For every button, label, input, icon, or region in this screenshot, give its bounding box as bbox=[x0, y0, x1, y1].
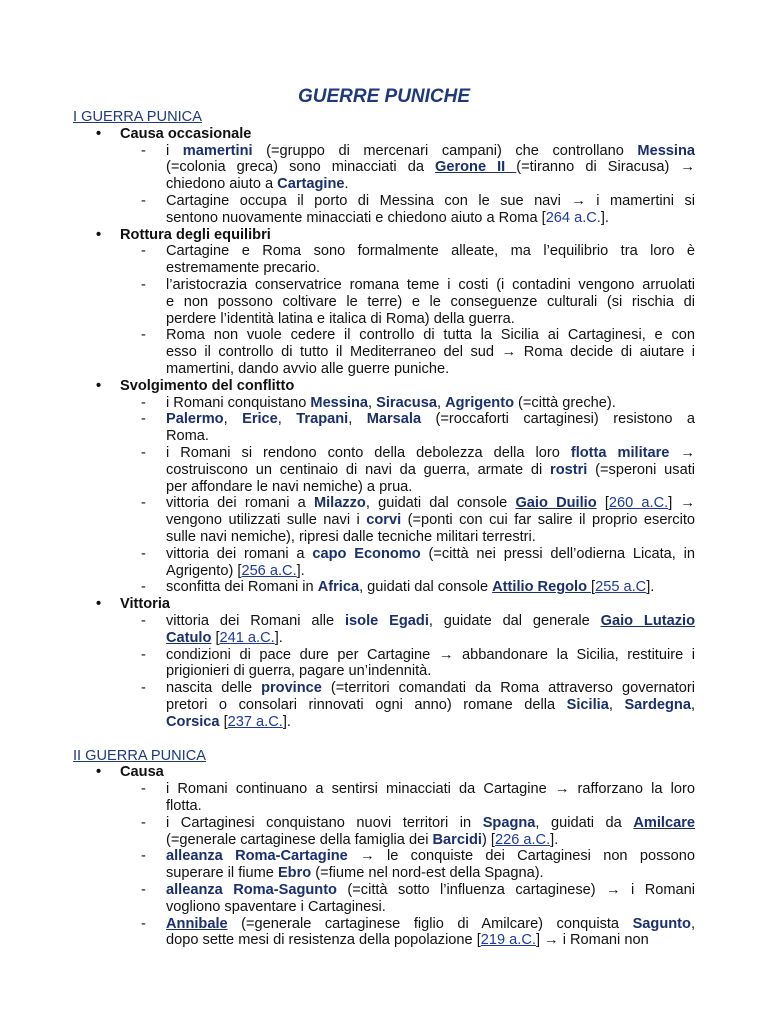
text-run: [ bbox=[219, 713, 228, 730]
text-line bbox=[166, 848, 695, 865]
category-heading bbox=[96, 378, 294, 395]
keyword: Barcidi bbox=[432, 831, 482, 848]
link-text[interactable]: Amilcare bbox=[633, 814, 695, 831]
list-item-text bbox=[166, 647, 695, 681]
text-line bbox=[166, 680, 695, 697]
list-item-text bbox=[166, 193, 695, 227]
text-line bbox=[166, 563, 695, 580]
bullet-icon: • bbox=[96, 377, 102, 394]
text-run: (=fiume nel nord-est della Spagna). bbox=[311, 865, 544, 882]
text-run: vogliono spaventare i Cartaginesi. bbox=[166, 898, 386, 915]
text-run: , bbox=[436, 394, 446, 411]
bullet-icon: • bbox=[96, 596, 102, 613]
keyword: Sagunto bbox=[632, 915, 691, 932]
text-run: → le conquiste dei Cartaginesi non possono bbox=[347, 848, 696, 865]
list-item-text bbox=[166, 613, 695, 647]
keyword: province bbox=[261, 680, 322, 697]
list-item-text bbox=[166, 411, 695, 445]
text-line bbox=[166, 865, 695, 882]
dash-marker: - bbox=[141, 814, 146, 831]
text-run: vittoria dei romani a bbox=[166, 495, 314, 512]
text-run: , bbox=[223, 411, 243, 428]
text-run: prigionieri di guerra, pagare un’indennità. bbox=[166, 663, 432, 680]
text-line bbox=[166, 462, 695, 479]
text-run: i bbox=[166, 142, 183, 159]
text-run: i Romani conquistano bbox=[166, 394, 311, 411]
text-run: costruiscono un centinaio di navi da guerra, armate di bbox=[166, 461, 551, 478]
keyword: Ebro bbox=[277, 865, 312, 882]
keyword: Marsala bbox=[366, 411, 422, 428]
keyword: Corsica bbox=[166, 713, 220, 730]
text-line bbox=[166, 311, 695, 328]
text-run: chiedono aiuto a bbox=[166, 176, 278, 193]
text-run: , guidati dal console bbox=[359, 579, 493, 596]
list-item-text bbox=[166, 395, 695, 412]
dash-marker: - bbox=[141, 613, 146, 629]
text-run: (=città nei pressi dell’odierna Licata, in bbox=[420, 545, 695, 562]
text-line bbox=[166, 815, 695, 832]
text-line bbox=[166, 781, 695, 798]
link-text[interactable]: Gerone II bbox=[434, 159, 517, 176]
dash-marker: - bbox=[141, 193, 146, 209]
text-run: [ bbox=[211, 629, 220, 646]
keyword: Africa bbox=[317, 579, 360, 596]
text-line bbox=[166, 243, 695, 260]
text-line bbox=[166, 294, 695, 311]
text-run: (=generale cartaginese della famiglia dei bbox=[166, 831, 433, 848]
link-text[interactable]: 219 a.C. bbox=[480, 932, 536, 949]
text-run: (=roccaforti cartaginesi) resistono a bbox=[421, 411, 695, 428]
text-run: estremamente precario. bbox=[166, 260, 321, 277]
category-heading bbox=[96, 764, 164, 781]
text-run: i Cartaginesi conquistano nuovi territori in bbox=[166, 814, 483, 831]
dash-marker: - bbox=[141, 646, 146, 663]
text-line bbox=[166, 529, 695, 546]
text-run: sulle navi nemiche), ripresi dalle tecniche militari terrestri. bbox=[166, 528, 536, 545]
text-run: ]. bbox=[274, 629, 283, 646]
text-line bbox=[166, 159, 695, 176]
list-item-text bbox=[166, 546, 695, 580]
text-line bbox=[166, 932, 695, 949]
text-line bbox=[166, 479, 695, 496]
text-run: (=città sotto l’influenza cartaginese) → i Romani bbox=[336, 882, 695, 898]
link-text[interactable]: 237 a.C. bbox=[227, 713, 283, 730]
dash-marker: - bbox=[141, 327, 146, 344]
category-heading bbox=[96, 227, 271, 244]
link-text[interactable]: 260 a.C. bbox=[608, 495, 669, 512]
text-run: perdere l’identità latina e italica di Roma) della guerra. bbox=[166, 310, 515, 327]
keyword: corvi bbox=[366, 512, 402, 529]
category-label: Rottura degli equilibri bbox=[120, 226, 271, 243]
keyword: 264 a.C. bbox=[545, 209, 601, 226]
text-run: [ bbox=[591, 579, 596, 596]
text-run: (=tiranno di Siracusa) → bbox=[516, 159, 696, 176]
text-run: nascita delle bbox=[166, 680, 262, 697]
text-line bbox=[166, 395, 695, 412]
text-run: sconfitta dei Romani in bbox=[166, 579, 318, 596]
text-run: vittoria dei romani a bbox=[166, 545, 313, 562]
text-run: Cartagine e Roma sono formalmente alleate, ma l’equilibrio tra loro è bbox=[166, 243, 695, 260]
keyword: Palermo bbox=[166, 411, 224, 428]
list-item-text bbox=[166, 916, 695, 950]
keyword: Erice bbox=[242, 411, 278, 428]
bullet-icon: • bbox=[96, 764, 102, 781]
text-line bbox=[166, 361, 695, 378]
dash-marker: - bbox=[141, 243, 146, 260]
text-run: pretori o consolari rinnovati ogni anno) romane della bbox=[166, 696, 567, 713]
text-run: ]. bbox=[296, 562, 305, 579]
dash-marker: - bbox=[141, 915, 146, 932]
text-run: (=colonia greca) sono minacciati da bbox=[166, 159, 435, 176]
text-line bbox=[166, 193, 695, 210]
text-run: , bbox=[277, 411, 297, 428]
link-text[interactable]: 226 a.C. bbox=[494, 831, 551, 848]
list-item-text bbox=[166, 781, 695, 815]
text-line bbox=[166, 277, 695, 294]
text-run: superare il fiume bbox=[166, 865, 278, 882]
text-run: mamertini, dando avvio alle guerre puniche. bbox=[166, 360, 450, 377]
text-line bbox=[166, 899, 695, 916]
text-line bbox=[166, 663, 695, 680]
list-item-text bbox=[166, 680, 695, 730]
dash-marker: - bbox=[141, 142, 146, 159]
bullet-icon: • bbox=[96, 226, 102, 243]
keyword: Cartagine bbox=[277, 176, 345, 193]
text-run: ] → bbox=[668, 495, 696, 512]
text-line bbox=[166, 882, 695, 899]
text-run: ]. bbox=[282, 713, 291, 730]
link-text[interactable]: Gaio Duilio bbox=[515, 495, 597, 512]
keyword: Trapani bbox=[296, 411, 349, 428]
bullet-icon: • bbox=[96, 125, 102, 142]
dash-marker: - bbox=[141, 277, 146, 293]
text-run: , bbox=[368, 394, 377, 411]
list-item-text bbox=[166, 815, 695, 849]
keyword: Messina bbox=[310, 394, 368, 411]
dash-marker: - bbox=[141, 495, 146, 512]
category-label: Causa occasionale bbox=[120, 125, 252, 142]
text-run: , guidati dal console bbox=[365, 495, 516, 512]
list-item-text bbox=[166, 882, 695, 916]
dash-marker: - bbox=[141, 781, 146, 798]
text-run: (=speroni usati bbox=[587, 461, 696, 478]
category-label: Causa bbox=[120, 764, 164, 781]
text-run: condizioni di pace dure per Cartagine → abbandonare la Sicilia, restituire i bbox=[166, 646, 695, 663]
text-run: . bbox=[344, 176, 349, 193]
keyword: Siracusa bbox=[376, 394, 437, 411]
text-line bbox=[166, 344, 695, 361]
list-item-text bbox=[166, 445, 695, 495]
list-item-text bbox=[166, 327, 695, 377]
keyword: rostri bbox=[550, 461, 588, 478]
text-run: l’aristocrazia conservatrice romana teme i costi (i contadini vengono arruolati bbox=[166, 277, 695, 293]
category-heading bbox=[96, 596, 170, 613]
text-run: ]. bbox=[600, 209, 609, 226]
text-run: vittoria dei Romani alle bbox=[166, 613, 345, 629]
list-item-text bbox=[166, 243, 695, 277]
page-title: GUERRE PUNICHE bbox=[297, 86, 471, 107]
keyword: capo Economo bbox=[312, 545, 421, 562]
text-run: , guidati da bbox=[535, 814, 634, 831]
text-line bbox=[166, 327, 695, 344]
text-line bbox=[166, 613, 695, 630]
text-run: ] → i Romani non bbox=[535, 932, 649, 949]
text-line bbox=[166, 697, 695, 714]
dash-marker: - bbox=[141, 680, 146, 697]
keyword: flotta militare bbox=[570, 445, 670, 461]
text-run: e non possono coltivare le terre) e le conseguenze culturali (si rischia di bbox=[166, 293, 695, 310]
text-line bbox=[166, 210, 695, 227]
dash-marker: - bbox=[141, 394, 146, 411]
keyword: mamertini bbox=[182, 142, 253, 159]
category-label: Svolgimento del conflitto bbox=[120, 377, 295, 394]
text-run: , bbox=[608, 696, 625, 713]
text-run: sentono nuovamente minacciati e chiedono aiuto a Roma [ bbox=[166, 209, 546, 226]
text-run: , bbox=[348, 411, 367, 428]
text-run: (=territori comandati da Roma attraverso governatori bbox=[321, 680, 696, 697]
section-heading: I GUERRA PUNICA bbox=[73, 109, 202, 125]
keyword: Agrigento bbox=[445, 394, 514, 411]
text-line bbox=[166, 798, 695, 815]
dash-marker: - bbox=[141, 882, 146, 898]
text-run: Cartagine occupa il porto di Messina con le sue navi → i mamertini si bbox=[166, 193, 695, 209]
link-text[interactable]: Attilio Regolo bbox=[492, 579, 592, 596]
text-run: (=generale cartaginese figlio di Amilcare) conquista bbox=[227, 915, 633, 932]
dash-marker: - bbox=[141, 579, 146, 596]
text-run: , bbox=[690, 696, 696, 713]
keyword: Milazzo bbox=[313, 495, 366, 512]
text-run: Roma. bbox=[166, 428, 209, 445]
text-run: vengono utilizzati sulle navi i bbox=[166, 512, 367, 529]
text-run: [ bbox=[596, 495, 609, 512]
text-run: (=gruppo di mercenari campani) che controllano bbox=[252, 142, 638, 159]
text-run: , bbox=[690, 915, 695, 932]
text-run: ]. bbox=[550, 831, 559, 848]
link-text[interactable]: Catulo bbox=[166, 629, 212, 646]
list-item-text bbox=[166, 277, 695, 327]
category-heading bbox=[96, 126, 251, 143]
section-heading: II GUERRA PUNICA bbox=[73, 747, 206, 764]
text-run: ) [ bbox=[481, 831, 495, 848]
text-run: i Romani continuano a sentirsi minacciati da Cartagine → rafforzano la loro bbox=[166, 781, 695, 798]
text-line bbox=[166, 630, 695, 647]
text-line bbox=[166, 260, 695, 277]
text-run: , guidate dal generale bbox=[428, 613, 601, 629]
text-run: Agrigento) [ bbox=[166, 562, 242, 579]
text-line bbox=[166, 445, 695, 462]
text-line bbox=[166, 832, 695, 849]
dash-marker: - bbox=[141, 445, 146, 461]
text-line bbox=[166, 916, 695, 933]
text-line bbox=[166, 714, 695, 731]
text-run: (=città greche). bbox=[514, 394, 616, 411]
dash-marker: - bbox=[141, 411, 146, 428]
keyword: Sardegna bbox=[624, 696, 691, 713]
text-line bbox=[166, 546, 695, 563]
text-line bbox=[166, 428, 695, 445]
keyword: alleanza Roma-Sagunto bbox=[166, 882, 337, 898]
text-run: ]. bbox=[646, 579, 655, 596]
link-text[interactable]: 256 a.C. bbox=[241, 562, 297, 579]
text-line bbox=[166, 495, 695, 512]
list-item-text bbox=[166, 848, 695, 882]
dash-marker: - bbox=[141, 545, 146, 562]
list-item-text bbox=[166, 495, 695, 545]
text-line bbox=[166, 579, 695, 596]
keyword: alleanza Roma-Cartagine bbox=[166, 848, 348, 865]
text-run: Roma non vuole cedere il controllo di tutta la Sicilia ai Cartaginesi, e con bbox=[166, 327, 695, 344]
link-text[interactable]: Gaio Lutazio bbox=[600, 613, 695, 629]
link-text[interactable]: 241 a.C. bbox=[219, 629, 275, 646]
text-run: esso il controllo di tutto il Mediterraneo del sud → Roma decide di aiutare i bbox=[166, 344, 695, 361]
text-run: per affondare le navi nemiche) a prua. bbox=[166, 478, 413, 495]
text-line bbox=[166, 176, 695, 193]
keyword: Sicilia bbox=[566, 696, 609, 713]
link-text[interactable]: Annibale bbox=[166, 915, 228, 932]
text-run: flotta. bbox=[166, 797, 202, 814]
text-run: i Romani si rendono conto della debolezza della loro bbox=[166, 445, 571, 461]
keyword: Spagna bbox=[482, 814, 536, 831]
list-item-text bbox=[166, 143, 695, 193]
list-item-text bbox=[166, 579, 695, 596]
link-text[interactable]: 255 a.C bbox=[595, 579, 647, 596]
text-run: → bbox=[669, 445, 695, 461]
text-run: (=ponti con cui far salire il proprio esercito bbox=[401, 512, 696, 529]
dash-marker: - bbox=[141, 848, 146, 865]
text-run: dopo sette mesi di resistenza della popolazione [ bbox=[166, 932, 481, 949]
keyword: isole Egadi bbox=[345, 613, 429, 629]
category-label: Vittoria bbox=[120, 596, 171, 613]
text-line bbox=[166, 411, 695, 428]
keyword: Messina bbox=[637, 142, 696, 159]
text-line bbox=[166, 143, 695, 160]
text-line bbox=[166, 647, 695, 664]
text-line bbox=[166, 512, 695, 529]
